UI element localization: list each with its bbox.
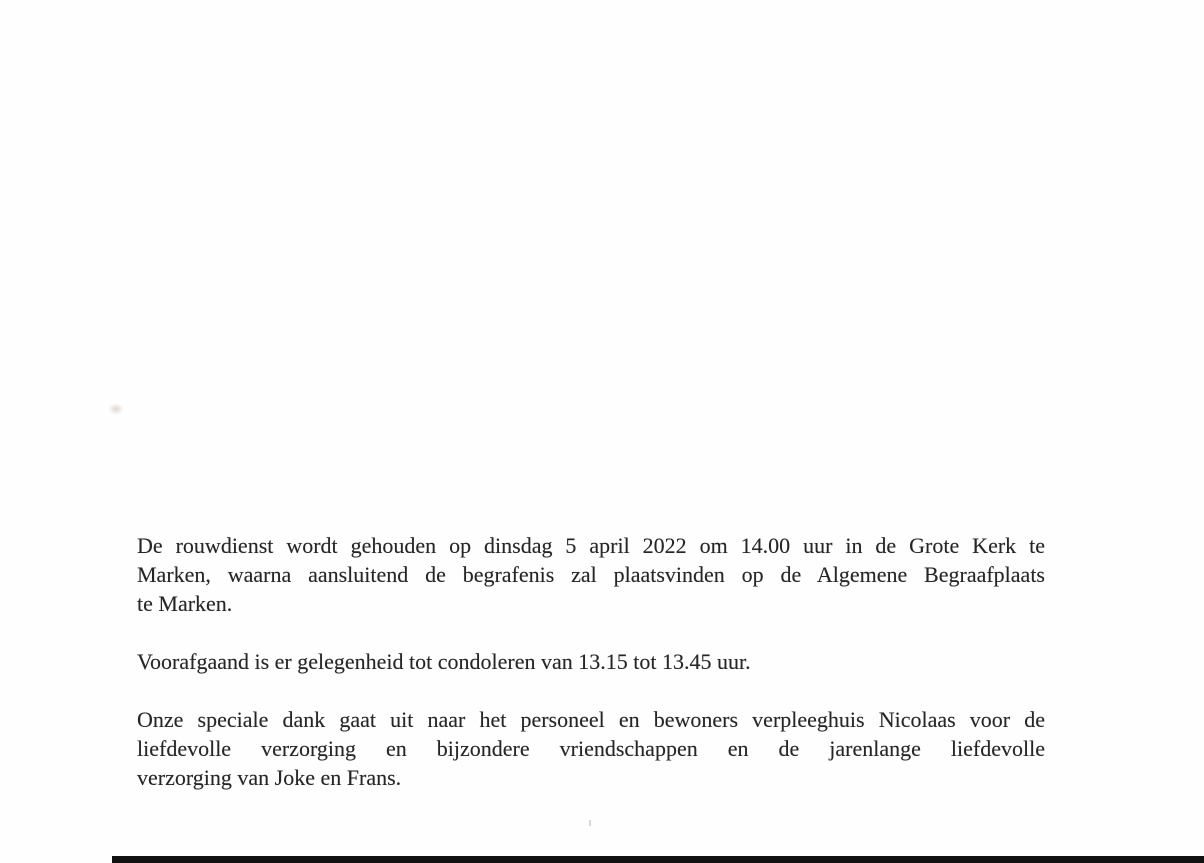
scan-smudge-artifact	[108, 403, 124, 415]
text-line: Onze speciale dank gaat uit naar het personeel en bewoners verpleeghuis Nicolaas voor de	[137, 707, 1045, 732]
text-line: Voorafgaand is er gelegenheid tot condoleren van 13.15 tot 13.45 uur.	[137, 649, 751, 674]
paragraph-funeral-service	[137, 531, 1045, 618]
paragraph-gratitude	[137, 705, 1045, 792]
scanner-edge-bar-artifact	[112, 856, 1204, 863]
text-line: liefdevolle verzorging en bijzondere vriendschappen en de jarenlange liefdevolle	[137, 736, 1045, 761]
text-line: verzorging van Joke en Frans.	[137, 765, 402, 790]
announcement-text	[137, 531, 1045, 821]
paragraph-condolence-time	[137, 647, 1045, 676]
text-line: Marken, waarna aansluitend de begrafenis zal plaatsvinden op de Algemene Begraafplaats	[137, 562, 1045, 587]
text-line: De rouwdienst wordt gehouden op dinsdag 5 april 2022 om 14.00 uur in de Grote Kerk te	[137, 533, 1045, 558]
text-line: te Marken.	[137, 591, 233, 616]
